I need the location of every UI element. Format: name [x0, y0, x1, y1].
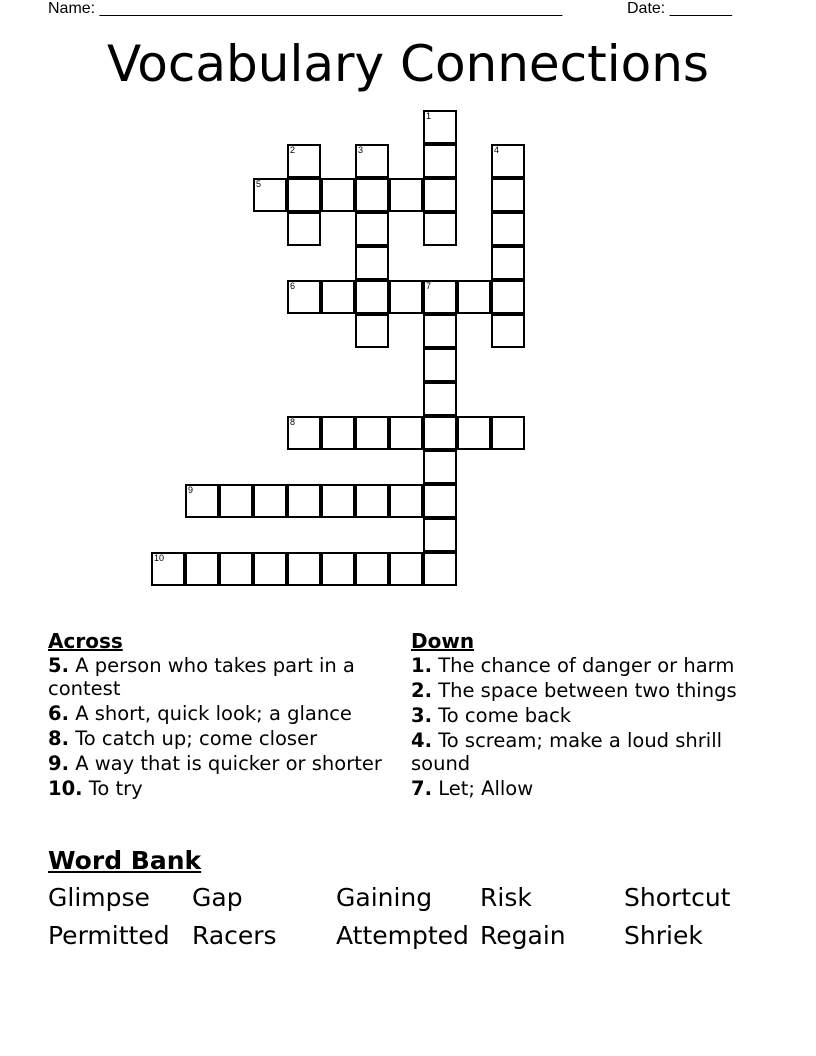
- clue-number: 9: [188, 485, 194, 495]
- crossword-cell[interactable]: [491, 416, 525, 450]
- crossword-cell[interactable]: [355, 144, 389, 178]
- word-bank: [48, 882, 788, 951]
- clue-number: 4: [494, 145, 500, 155]
- crossword-cell[interactable]: [321, 484, 355, 518]
- crossword-cell[interactable]: [389, 280, 423, 314]
- crossword-cell[interactable]: [355, 246, 389, 280]
- crossword-cell[interactable]: [457, 416, 491, 450]
- word-bank-item: Risk: [480, 883, 532, 912]
- crossword-cell[interactable]: [253, 178, 287, 212]
- crossword-cell[interactable]: [423, 348, 457, 382]
- page-title: Vocabulary Connections: [106, 35, 709, 93]
- clue-down-3: 3. To come back: [411, 704, 572, 727]
- clue-number: 1: [426, 111, 432, 121]
- clue-across-10: 10. To try: [48, 777, 143, 800]
- crossword-cell[interactable]: [253, 552, 287, 586]
- word-bank-item: Shriek: [624, 921, 703, 950]
- clue-across-8: 8. To catch up; come closer: [48, 727, 318, 750]
- crossword-cell[interactable]: [423, 416, 457, 450]
- crossword-cell[interactable]: [287, 484, 321, 518]
- clue-number: 5: [256, 179, 262, 189]
- crossword-cell[interactable]: [423, 552, 457, 586]
- crossword-cell[interactable]: [287, 552, 321, 586]
- crossword-cell[interactable]: [219, 552, 253, 586]
- crossword-cell[interactable]: [491, 246, 525, 280]
- across-clues: [48, 630, 388, 802]
- clue-number: 3: [358, 145, 364, 155]
- crossword-cell[interactable]: [287, 416, 321, 450]
- crossword-cell[interactable]: [389, 178, 423, 212]
- crossword-cell[interactable]: [287, 280, 321, 314]
- down-heading: Down: [411, 629, 475, 653]
- crossword-cell[interactable]: [423, 212, 457, 246]
- clue-down-7: 7. Let; Allow: [411, 777, 534, 800]
- crossword-cell[interactable]: [491, 314, 525, 348]
- crossword-cell[interactable]: [389, 552, 423, 586]
- clue-across-5: 5. A person who takes part in a contest: [48, 654, 355, 700]
- crossword-cell[interactable]: [321, 416, 355, 450]
- crossword-cell[interactable]: [219, 484, 253, 518]
- word-bank-item: Permitted: [48, 921, 170, 950]
- crossword-cell[interactable]: [355, 552, 389, 586]
- date-field[interactable]: Date: _______: [627, 0, 732, 17]
- crossword-cell[interactable]: [355, 484, 389, 518]
- crossword-cell[interactable]: [423, 178, 457, 212]
- word-bank-item: Shortcut: [624, 883, 731, 912]
- word-bank-item: Racers: [192, 921, 277, 950]
- crossword-cell[interactable]: [355, 314, 389, 348]
- crossword-cell[interactable]: [389, 416, 423, 450]
- clue-down-1: 1. The chance of danger or harm: [411, 654, 735, 677]
- word-bank-item: Attempted: [336, 921, 469, 950]
- word-bank-title: Word Bank: [48, 846, 202, 875]
- down-clues: [411, 630, 771, 802]
- clue-number: 6: [290, 281, 296, 291]
- crossword-cell[interactable]: [423, 144, 457, 178]
- clue-number: 8: [290, 417, 296, 427]
- crossword-cell[interactable]: [355, 212, 389, 246]
- clue-down-4: 4. To scream; make a loud shrill sound: [411, 729, 723, 775]
- crossword-cell[interactable]: [423, 484, 457, 518]
- crossword-cell[interactable]: [389, 484, 423, 518]
- name-field[interactable]: Name: ____________________________________________________: [48, 0, 563, 17]
- clue-number: 7: [426, 281, 432, 291]
- crossword-cell[interactable]: [423, 314, 457, 348]
- crossword-cell[interactable]: [491, 212, 525, 246]
- clue-across-9: 9. A way that is quicker or shorter: [48, 752, 382, 775]
- crossword-cell[interactable]: [423, 382, 457, 416]
- across-heading: Across: [48, 629, 123, 653]
- crossword-cell[interactable]: [321, 552, 355, 586]
- crossword-cell[interactable]: [491, 144, 525, 178]
- crossword-cell[interactable]: [355, 178, 389, 212]
- clue-across-6: 6. A short, quick look; a glance: [48, 702, 352, 725]
- word-bank-item: Regain: [480, 921, 566, 950]
- word-bank-item: Gaining: [336, 883, 433, 912]
- crossword-cell[interactable]: [321, 280, 355, 314]
- crossword-cell[interactable]: [491, 280, 525, 314]
- word-bank-item: Gap: [192, 883, 243, 912]
- crossword-cell[interactable]: [321, 178, 355, 212]
- crossword-cell[interactable]: [151, 552, 185, 586]
- crossword-cell[interactable]: [423, 518, 457, 552]
- crossword-cell[interactable]: [491, 178, 525, 212]
- crossword-cell[interactable]: [287, 212, 321, 246]
- crossword-cell[interactable]: [287, 178, 321, 212]
- crossword-cell[interactable]: [457, 280, 491, 314]
- crossword-cell[interactable]: [287, 144, 321, 178]
- crossword-cell[interactable]: [185, 552, 219, 586]
- crossword-cell[interactable]: [423, 110, 457, 144]
- word-bank-item: Glimpse: [48, 883, 150, 912]
- crossword-cell[interactable]: [355, 416, 389, 450]
- crossword-cell[interactable]: [423, 280, 457, 314]
- crossword-cell[interactable]: [253, 484, 287, 518]
- clue-number: 2: [290, 145, 296, 155]
- clue-number: 10: [154, 553, 165, 563]
- crossword-cell[interactable]: [423, 450, 457, 484]
- clue-down-2: 2. The space between two things: [411, 679, 737, 702]
- crossword-cell[interactable]: [185, 484, 219, 518]
- crossword-cell[interactable]: [355, 280, 389, 314]
